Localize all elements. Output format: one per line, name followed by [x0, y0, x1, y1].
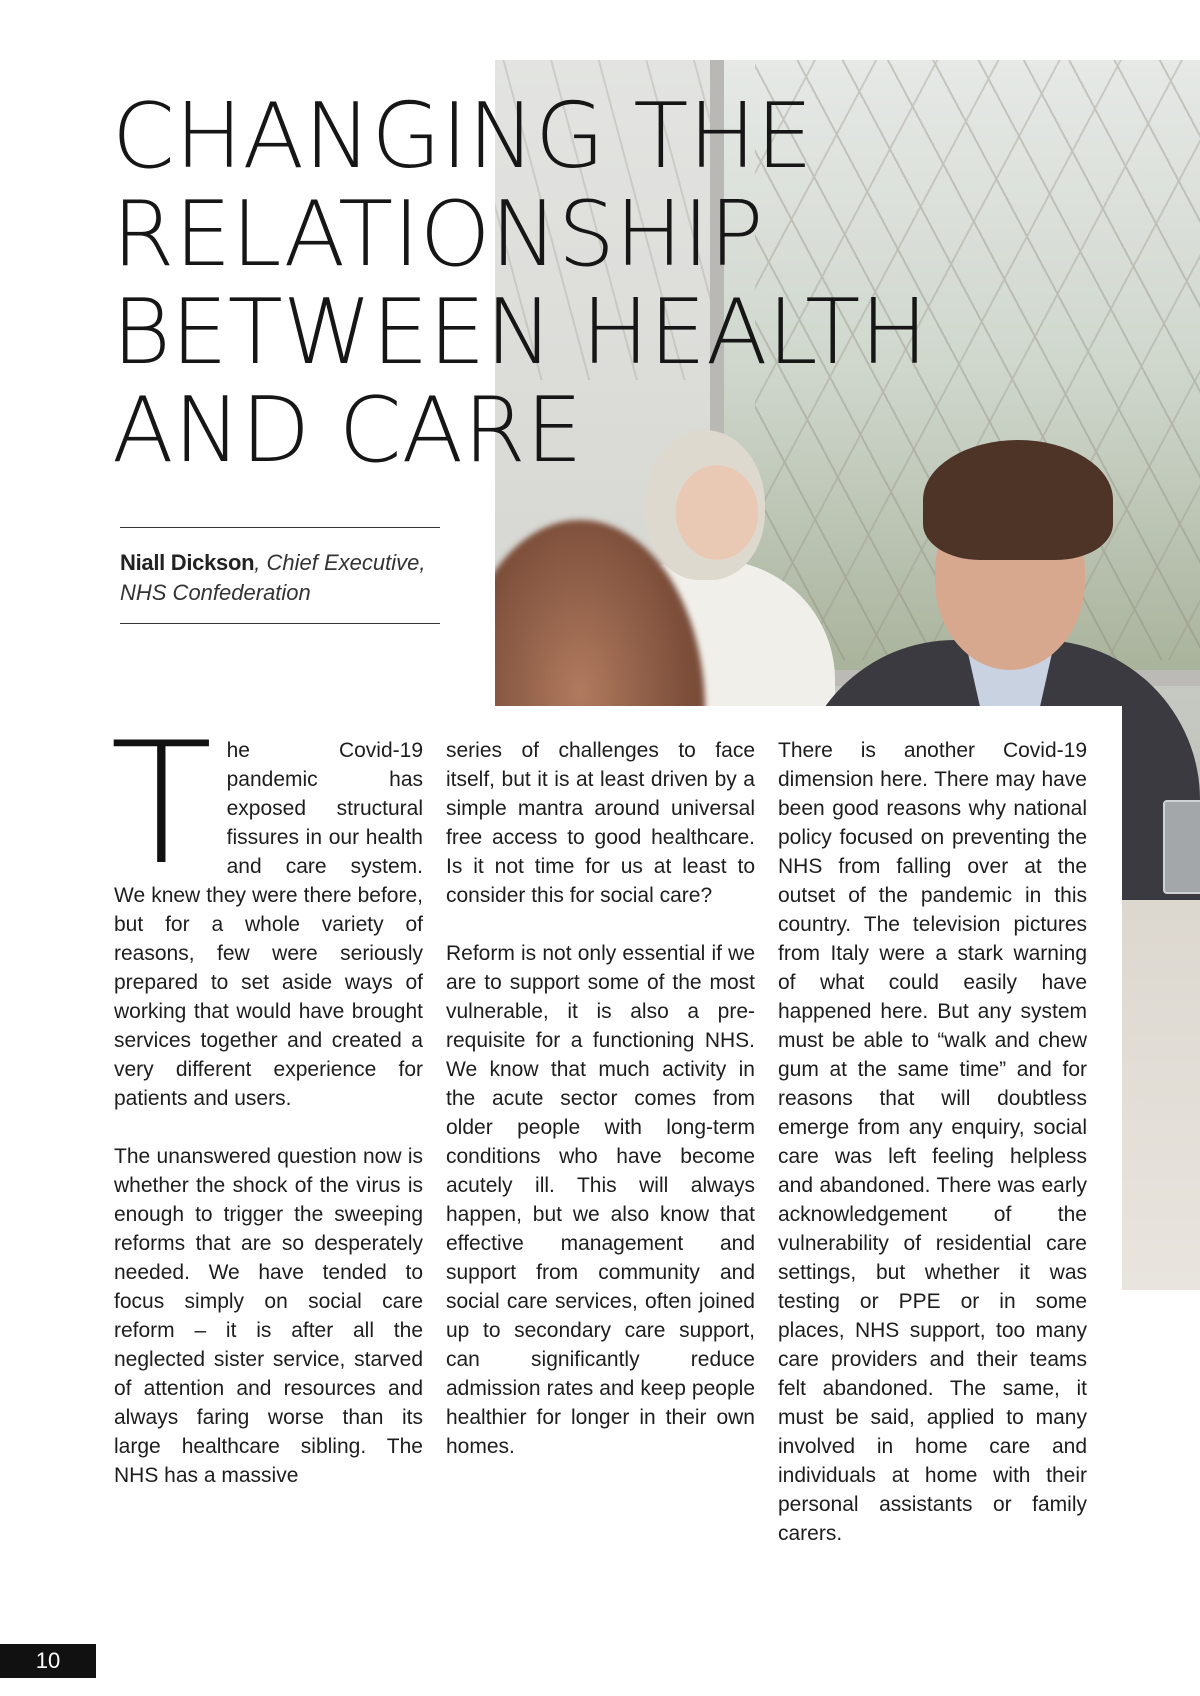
byline-top-rule: [120, 527, 440, 528]
headline-line: BETWEEN HEALTH: [112, 280, 928, 385]
author-organisation: NHS Confederation: [120, 580, 311, 605]
article-paragraph: There is another Covid-19 dimension here. There may have been good reasons why national policy focused on preventing the NHS from falling over at the outset of the pandemic in this country. The television pictures from Italy were a stark warning of what could easily have happened here. But any system must be able to “walk and chew gum at the same time” and for reasons that will doubtless emerge from any enquiry, social care was left feeling helpless and abandoned. There was early acknowledgement of the vulnerability of residential care settings, but whether it was testing or PPE or in some places, NHS support, too many care providers and their teams felt abandoned. The same, it must be said, applied to many involved in home care and individuals at home with their personal assistants or family carers.: [778, 739, 1087, 1545]
author-role: , Chief Executive,: [254, 550, 426, 575]
article-paragraph: [110, 706, 423, 1113]
headline-line: AND CARE: [112, 378, 583, 483]
article-paragraph: series of challenges to face itself, but it is at least driven by a simple mantra around universal free access to good healthcare. Is it not time for us at least to consider this for social care?: [446, 739, 755, 907]
photo-glass: [1163, 800, 1200, 894]
headline-line: RELATIONSHIP: [112, 182, 764, 287]
headline-line: CHANGING THE: [112, 84, 813, 189]
article-column-3: [778, 736, 1087, 1548]
drop-cap: T: [110, 706, 213, 902]
paragraph-text: he Covid-19 pandemic has exposed structural fissures in our health and care system. We knew they were there before, but for a whole variety of reasons, few were seriously prepared to set aside ways of working that would have brought services together and created a very different experience for patients and users.: [114, 739, 423, 1110]
page-number: 10: [0, 1644, 96, 1678]
byline: [120, 548, 450, 608]
author-name: Niall Dickson: [120, 550, 255, 575]
article-paragraph: The unanswered question now is whether the shock of the virus is enough to trigger the sweeping reforms that are so desperately needed. We have tended to focus simply on social care reform – it is after all the neglected sister service, starved of attention and resources and always faring worse than its large healthcare sibling. The NHS has a massive: [114, 1145, 423, 1487]
headline: [112, 84, 1012, 483]
article-paragraph: Reform is not only essential if we are to support some of the most vulnerable, it is also a pre-requisite for a functioning NHS. We know that much activity in the acute sector comes from older people with long-term conditions who have become acutely ill. This will always happen, but we also know that effective management and support from community and social care services, often joined up to secondary care support, can significantly reduce admission rates and keep people healthier for longer in their own homes.: [446, 942, 755, 1458]
article-column-1: [110, 706, 423, 1490]
byline-bottom-rule: [120, 623, 440, 624]
article-column-2: [446, 736, 755, 1461]
